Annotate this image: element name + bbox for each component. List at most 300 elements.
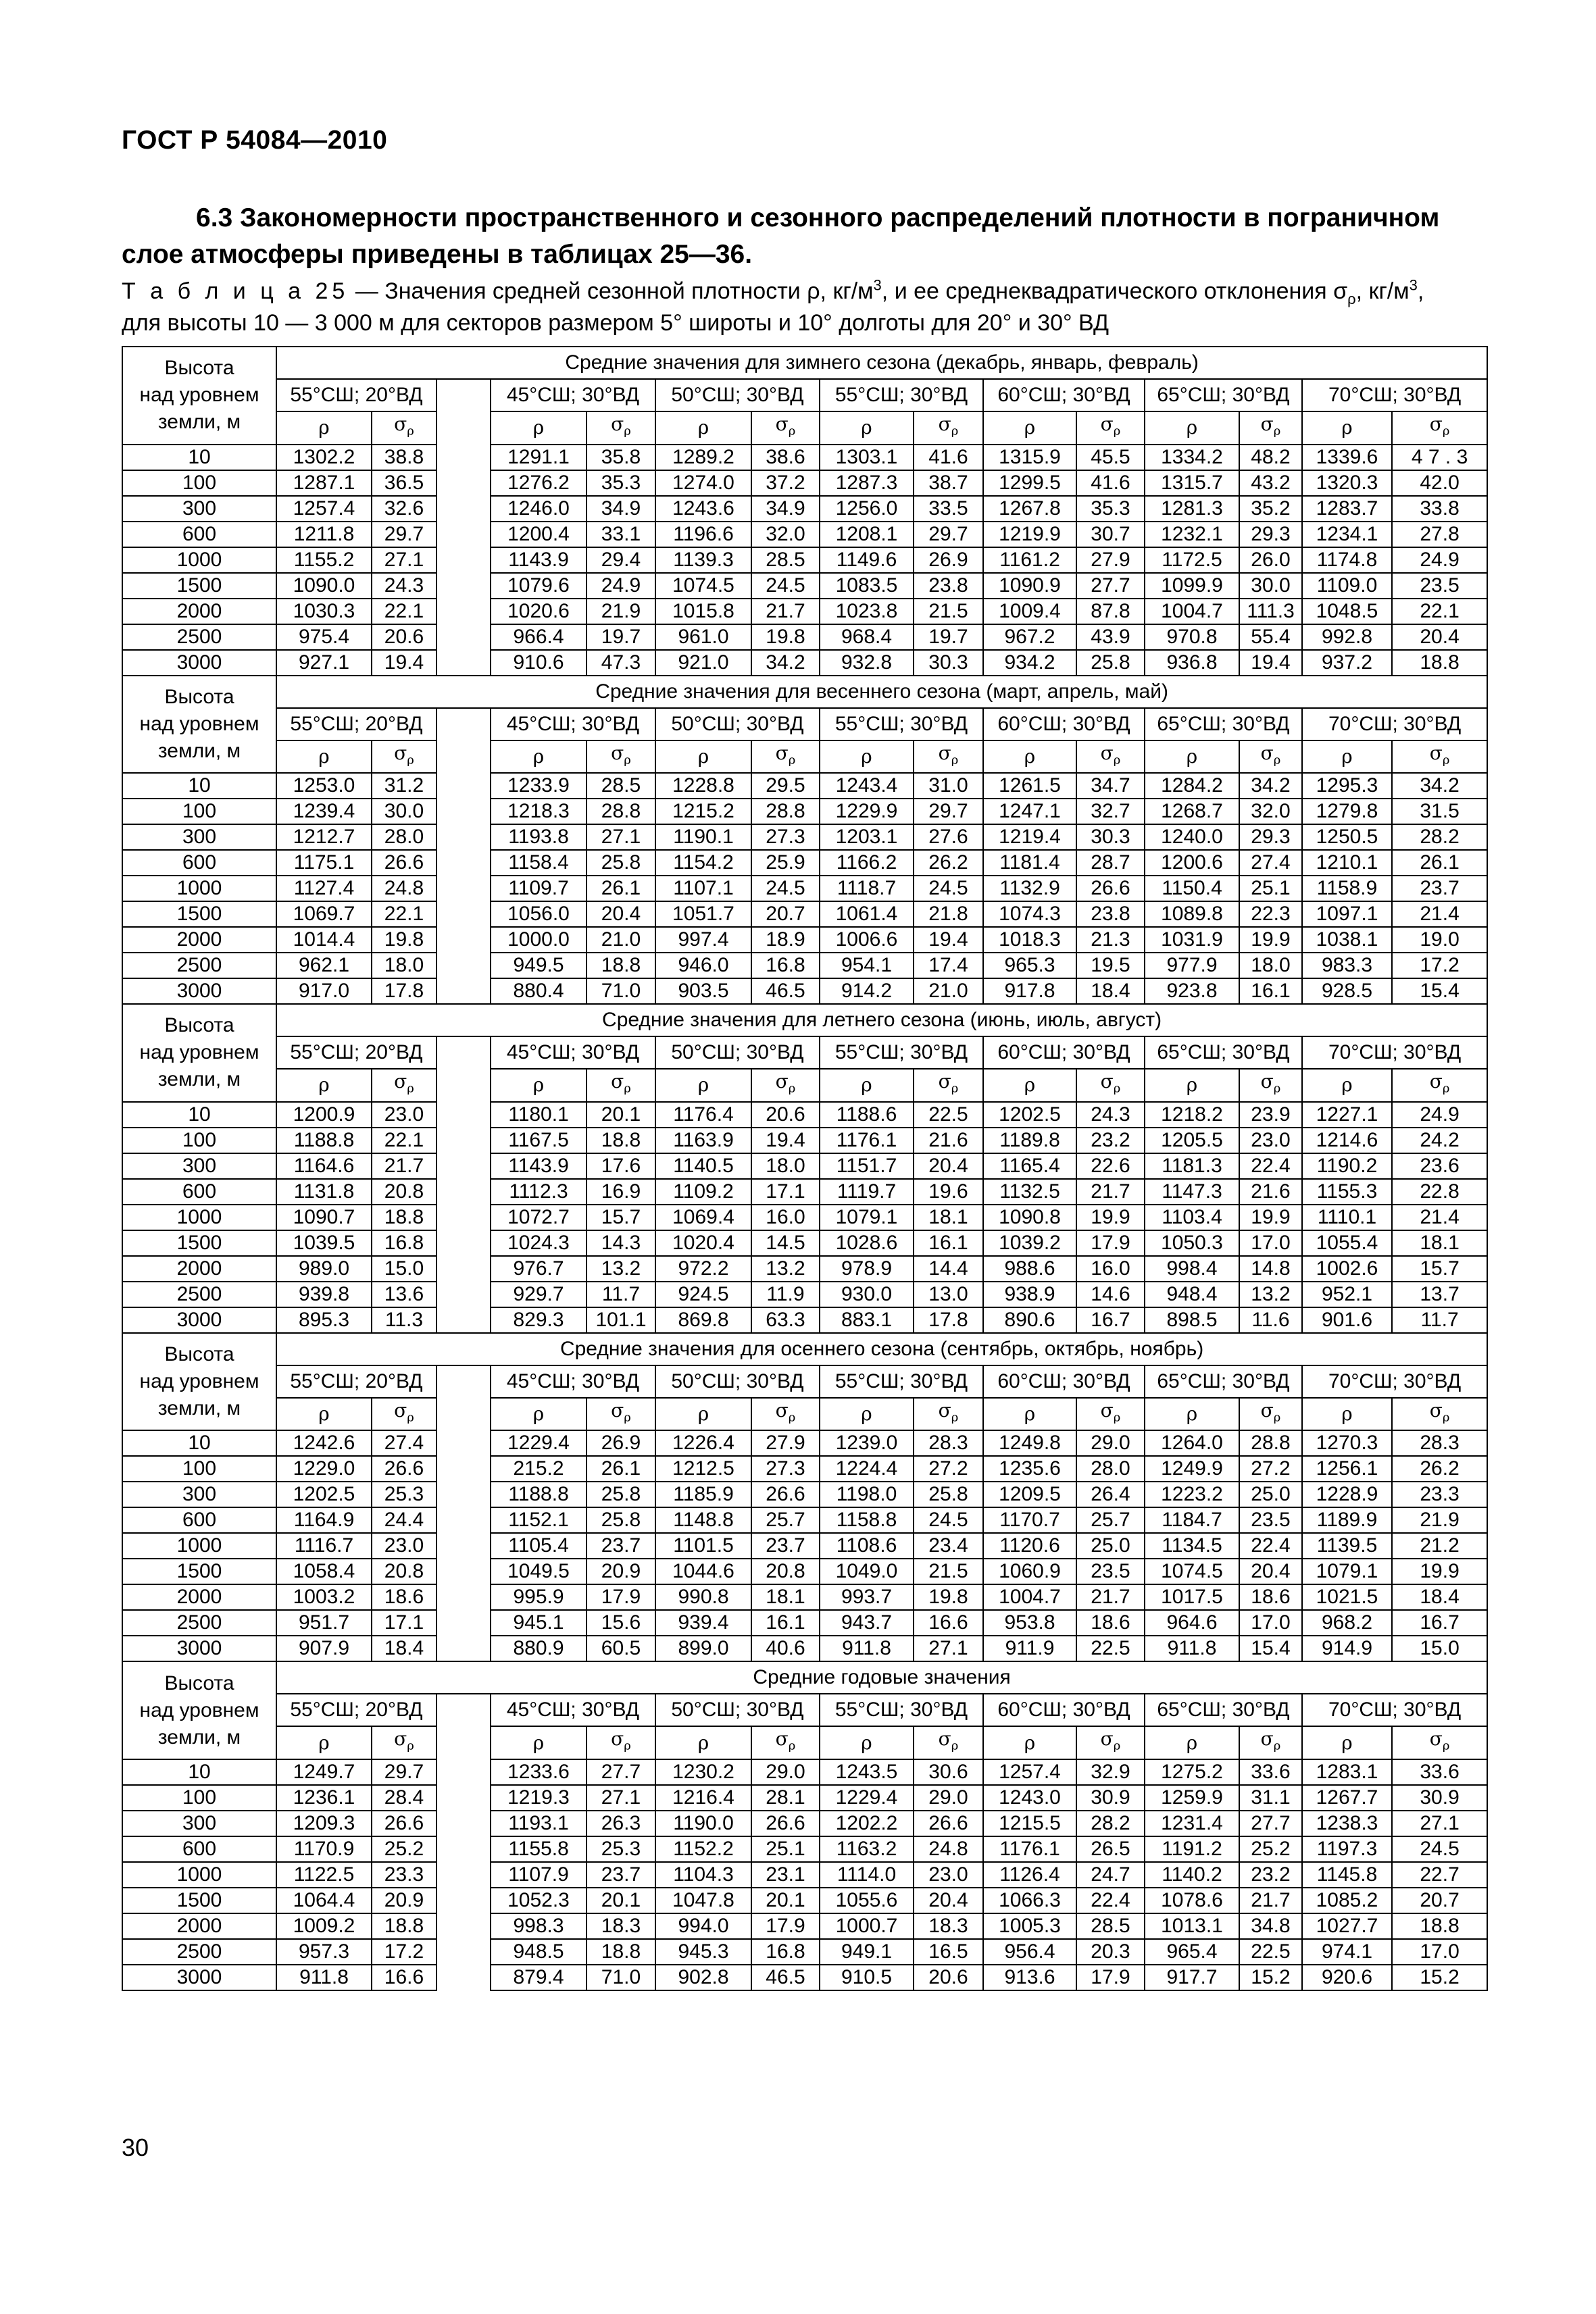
sigma-value: 34.2 [751,650,820,676]
rho-value: 1200.9 [276,1102,372,1128]
sigma-value: 18.8 [372,1913,437,1939]
rho-value: 1249.8 [983,1430,1076,1456]
rho-value: 911.8 [820,1636,914,1661]
sigma-subscript: ρ [624,753,631,768]
rho-value: 1000.7 [820,1913,914,1939]
sigma-value: 14.3 [587,1230,655,1256]
rho-value: 1079.6 [491,573,587,599]
rho-value: 949.5 [491,953,587,978]
height-value: 600 [122,850,276,876]
rho-value: 880.4 [491,978,587,1004]
sigma-symbol [1392,740,1487,774]
height-label-line: Высота [164,1671,234,1694]
region-cell: 70°СШ; 30°ВД [1302,1036,1487,1069]
rho-value: 1058.4 [276,1559,372,1584]
sigma-value: 20.1 [587,1888,655,1913]
table-row [122,1559,1487,1584]
rho-value: 1002.6 [1302,1256,1392,1282]
sigma-value: 17.2 [1392,953,1487,978]
sigma-value: 27.2 [914,1456,983,1482]
sigma-value: 71.0 [587,978,655,1004]
rho-value: 1074.5 [1145,1559,1239,1584]
rho-value: 1275.2 [1145,1759,1239,1785]
rho-value: 1188.6 [820,1102,914,1128]
rho-value: 921.0 [655,650,751,676]
region-cell: 45°СШ; 30°ВД [491,1365,655,1398]
sigma-value: 22.4 [1239,1533,1302,1559]
rho-value: 989.0 [276,1256,372,1282]
table-row [122,1307,1487,1333]
sigma-value: 28.5 [587,773,655,799]
sigma-value: 25.8 [1076,650,1145,676]
sigma-char: σ [1429,1399,1443,1422]
rho-value: 1287.1 [276,470,372,496]
sigma-value: 27.9 [1076,547,1145,573]
sigma-value: 60.5 [587,1636,655,1661]
sigma-value: 47.3 [587,650,655,676]
sigma-value: 28.2 [1392,824,1487,850]
sigma-char: σ [938,1399,951,1422]
rho-value: 1256.1 [1302,1456,1392,1482]
height-value: 1000 [122,1533,276,1559]
height-label-line: Высота [164,1014,234,1037]
rho-value: 1030.3 [276,599,372,624]
rho-value: 1004.7 [1145,599,1239,624]
sigma-subscript: ρ [1273,1081,1281,1096]
rho-value: 1257.4 [276,496,372,522]
sigma-char: σ [611,1728,624,1751]
sigma-value: 15.0 [1392,1636,1487,1661]
rho-value: 1176.4 [655,1102,751,1128]
sigma-symbol [1076,740,1145,774]
rho-value: 1214.6 [1302,1128,1392,1153]
sigma-value: 16.0 [1076,1256,1145,1282]
sigma-value: 16.9 [587,1179,655,1205]
sigma-value: 20.8 [751,1559,820,1584]
sigma-symbol [751,411,820,445]
rho-value: 1167.5 [491,1128,587,1153]
rho-value: 1284.2 [1145,773,1239,799]
sigma-value: 18.0 [1239,953,1302,978]
table-row [122,445,1487,470]
sigma-value: 13.2 [587,1256,655,1282]
rho-symbol: ρ [983,1069,1076,1102]
region-cell: 70°СШ; 30°ВД [1302,379,1487,411]
rho-value: 1270.3 [1302,1430,1392,1456]
sigma-value: 29.4 [587,547,655,573]
sigma-subscript: ρ [1273,424,1281,438]
sigma-symbol [914,411,983,445]
sigma-value: 63.3 [751,1307,820,1333]
gap-column [437,708,491,1005]
rho-value: 1151.7 [820,1153,914,1179]
region-cell: 60°СШ; 30°ВД [983,1694,1145,1726]
rho-symbol: ρ [491,740,587,774]
sigma-value: 21.3 [1076,927,1145,953]
sigma-value: 40.6 [751,1636,820,1661]
sigma-char: σ [1100,1728,1114,1751]
region-cell: 65°СШ; 30°ВД [1145,379,1302,411]
caption-sub1: ρ [1347,290,1356,307]
sigma-value: 21.5 [914,1559,983,1584]
region-cell: 60°СШ; 30°ВД [983,1365,1145,1398]
rho-value: 1163.9 [655,1128,751,1153]
sigma-value: 20.8 [372,1559,437,1584]
rho-value: 1209.5 [983,1482,1076,1507]
region-cell: 50°СШ; 30°ВД [655,1036,820,1069]
rho-value: 1000.0 [491,927,587,953]
rho-symbol: ρ [655,411,751,445]
sigma-value: 19.8 [914,1584,983,1610]
rho-symbol: ρ [655,1726,751,1759]
sigma-value: 11.7 [1392,1307,1487,1333]
sigma-value: 14.8 [1239,1256,1302,1282]
rho-value: 1066.3 [983,1888,1076,1913]
rho-value: 1158.4 [491,850,587,876]
sigma-subscript: ρ [1113,1738,1121,1753]
rho-value: 1243.5 [820,1759,914,1785]
sigma-value: 27.4 [372,1430,437,1456]
sigma-value: 21.6 [914,1128,983,1153]
rho-value: 1039.5 [276,1230,372,1256]
rho-value: 1049.0 [820,1559,914,1584]
rho-value: 880.9 [491,1636,587,1661]
table-row [122,1811,1487,1836]
sigma-value: 27.2 [1239,1456,1302,1482]
region-cell: 60°СШ; 30°ВД [983,379,1145,411]
sigma-value: 27.6 [914,824,983,850]
sigma-subscript: ρ [624,1081,631,1096]
region-cell: 70°СШ; 30°ВД [1302,708,1487,740]
rho-value: 1239.4 [276,799,372,824]
rho-value: 1189.9 [1302,1507,1392,1533]
region-cell: 60°СШ; 30°ВД [983,708,1145,740]
sigma-value: 32.9 [1076,1759,1145,1785]
section-header-row [122,1333,1487,1365]
sigma-value: 20.4 [587,901,655,927]
rho-value: 1228.8 [655,773,751,799]
rho-value: 1015.8 [655,599,751,624]
sigma-value: 21.7 [751,599,820,624]
height-value: 100 [122,470,276,496]
sigma-subscript: ρ [1113,424,1121,438]
table-row [122,953,1487,978]
rho-value: 1181.3 [1145,1153,1239,1179]
sigma-value: 30.3 [1076,824,1145,850]
rho-value: 1164.9 [276,1507,372,1533]
rho-value: 1250.5 [1302,824,1392,850]
sigma-value: 23.3 [1392,1482,1487,1507]
rho-value: 1101.5 [655,1533,751,1559]
table-row [122,1456,1487,1482]
rho-value: 956.4 [983,1939,1076,1965]
sigma-value: 16.7 [1392,1610,1487,1636]
height-value: 300 [122,496,276,522]
height-value: 2000 [122,927,276,953]
section-header-row [122,347,1487,379]
sigma-value: 34.2 [1392,773,1487,799]
sigma-value: 18.3 [587,1913,655,1939]
height-value: 10 [122,773,276,799]
rho-value: 924.5 [655,1282,751,1307]
rho-value: 1031.9 [1145,927,1239,953]
rho-value: 990.8 [655,1584,751,1610]
rho-symbol: ρ [1145,1398,1239,1431]
rho-value: 1018.3 [983,927,1076,953]
rho-value: 1020.6 [491,599,587,624]
rho-value: 1198.0 [820,1482,914,1507]
sigma-value: 28.3 [1392,1430,1487,1456]
rho-value: 1268.7 [1145,799,1239,824]
sigma-value: 18.1 [751,1584,820,1610]
sigma-value: 17.0 [1239,1610,1302,1636]
table-row [122,1836,1487,1862]
sigma-value: 35.8 [587,445,655,470]
table-row [122,1230,1487,1256]
rho-value: 937.2 [1302,650,1392,676]
rho-value: 901.6 [1302,1307,1392,1333]
rho-value: 968.2 [1302,1610,1392,1636]
rho-value: 1211.8 [276,522,372,547]
region-cell: 45°СШ; 30°ВД [491,1036,655,1069]
rho-value: 961.0 [655,624,751,650]
region-cell: 45°СШ; 30°ВД [491,1694,655,1726]
rho-value: 1334.2 [1145,445,1239,470]
rho-value: 1103.4 [1145,1205,1239,1230]
rho-value: 1105.4 [491,1533,587,1559]
sigma-value: 21.4 [1392,1205,1487,1230]
rho-value: 975.4 [276,624,372,650]
rho-value: 1303.1 [820,445,914,470]
table-row [122,1128,1487,1153]
sigma-value: 27.9 [751,1430,820,1456]
sigma-value: 25.8 [587,1482,655,1507]
sigma-value: 18.6 [1076,1610,1145,1636]
rho-value: 917.7 [1145,1965,1239,1990]
rho-value: 1048.5 [1302,599,1392,624]
sigma-symbol [914,740,983,774]
rho-value: 928.5 [1302,978,1392,1004]
sigma-char: σ [1429,741,1443,764]
sigma-value: 19.7 [587,624,655,650]
rho-value: 1193.1 [491,1811,587,1836]
rho-value: 1267.8 [983,496,1076,522]
sigma-value: 20.1 [587,1102,655,1128]
sigma-value: 30.0 [372,799,437,824]
sigma-char: σ [611,741,624,764]
sigma-value: 17.9 [751,1913,820,1939]
rho-value: 1232.1 [1145,522,1239,547]
rho-value: 1104.3 [655,1862,751,1888]
sigma-value: 30.9 [1076,1785,1145,1811]
rho-value: 1218.2 [1145,1102,1239,1128]
rho-value: 1038.1 [1302,927,1392,953]
sigma-value: 42.0 [1392,470,1487,496]
rho-symbol: ρ [1302,411,1392,445]
sigma-subscript: ρ [624,1738,631,1753]
height-value: 300 [122,1811,276,1836]
sigma-char: σ [1100,1070,1114,1093]
sigma-value: 20.7 [1392,1888,1487,1913]
rho-value: 1287.3 [820,470,914,496]
rho-value: 1243.4 [820,773,914,799]
rho-value: 1233.9 [491,773,587,799]
rho-value: 1226.4 [655,1430,751,1456]
rho-value: 910.6 [491,650,587,676]
sigma-value: 19.9 [1392,1559,1487,1584]
sigma-value: 22.6 [1076,1153,1145,1179]
rho-value: 1190.1 [655,824,751,850]
rho-value: 957.3 [276,1939,372,1965]
rho-value: 1027.7 [1302,1913,1392,1939]
rho-value: 1289.2 [655,445,751,470]
sigma-value: 20.4 [1239,1559,1302,1584]
height-label-cell [122,676,276,774]
sigma-value: 38.6 [751,445,820,470]
sigma-char: σ [1260,1728,1274,1751]
sigma-value: 20.9 [587,1559,655,1584]
rho-value: 1165.4 [983,1153,1076,1179]
rho-symbol: ρ [491,411,587,445]
sigma-char: σ [1260,1399,1274,1422]
rho-value: 1229.9 [820,799,914,824]
sigma-value: 24.5 [914,876,983,901]
sigma-symbol [587,1726,655,1759]
rho-value: 1110.1 [1302,1205,1392,1230]
sigma-value: 29.7 [914,799,983,824]
rho-value: 992.8 [1302,624,1392,650]
sigma-value: 87.8 [1076,599,1145,624]
sigma-value: 34.9 [751,496,820,522]
caption-text-c: , кг/м [1355,278,1410,304]
sigma-value: 20.3 [1076,1939,1145,1965]
table-row [122,624,1487,650]
rho-value: 1196.6 [655,522,751,547]
rho-value: 1229.4 [820,1785,914,1811]
sigma-value: 24.7 [1076,1862,1145,1888]
rho-symbol: ρ [491,1069,587,1102]
rho-symbol: ρ [983,411,1076,445]
sigma-value: 28.3 [914,1430,983,1456]
sigma-subscript: ρ [407,1738,414,1753]
rho-value: 1190.0 [655,1811,751,1836]
rho-value: 1147.3 [1145,1179,1239,1205]
sigma-symbol [587,1069,655,1102]
sigma-subscript: ρ [1273,1738,1281,1753]
rho-value: 1107.1 [655,876,751,901]
rho-value: 1145.8 [1302,1862,1392,1888]
rho-value: 998.3 [491,1913,587,1939]
sigma-value: 19.6 [914,1179,983,1205]
rho-value: 1200.4 [491,522,587,547]
rho-value: 978.9 [820,1256,914,1282]
table-row [122,1584,1487,1610]
sigma-value: 18.8 [587,1939,655,1965]
rho-value: 869.8 [655,1307,751,1333]
region-cell: 50°СШ; 30°ВД [655,1694,820,1726]
rho-value: 1131.8 [276,1179,372,1205]
sigma-value: 22.1 [372,901,437,927]
sigma-value: 29.7 [372,1759,437,1785]
sigma-value: 20.6 [751,1102,820,1128]
table-row [122,470,1487,496]
height-value: 2000 [122,1584,276,1610]
rho-value: 1249.7 [276,1759,372,1785]
height-value: 1000 [122,547,276,573]
section-title-cell: Средние значения для осеннего сезона (сентябрь, октябрь, ноябрь) [276,1333,1487,1365]
sigma-value: 27.1 [587,1785,655,1811]
sigma-value: 23.8 [914,573,983,599]
rho-value: 1119.7 [820,1179,914,1205]
table-row [122,978,1487,1004]
section-title-cell: Средние значения для летнего сезона (июнь, июль, август) [276,1004,1487,1036]
sigma-value: 24.8 [914,1836,983,1862]
rho-symbol: ρ [655,1398,751,1431]
rho-value: 1155.3 [1302,1179,1392,1205]
sigma-value: 26.3 [587,1811,655,1836]
rho-value: 949.1 [820,1939,914,1965]
rho-value: 1085.2 [1302,1888,1392,1913]
sigma-value: 23.4 [914,1533,983,1559]
rho-symbol: ρ [655,740,751,774]
region-header-row [122,708,1487,740]
height-label-line: над уровнем [139,712,259,735]
rho-value: 1209.3 [276,1811,372,1836]
sigma-subscript: ρ [1442,1081,1450,1096]
sigma-symbol [914,1726,983,1759]
rho-value: 954.1 [820,953,914,978]
symbol-header-row [122,1726,1487,1759]
sigma-value: 71.0 [587,1965,655,1990]
sigma-value: 16.8 [751,953,820,978]
rho-value: 1072.7 [491,1205,587,1230]
sigma-value: 24.9 [1392,547,1487,573]
rho-value: 946.0 [655,953,751,978]
sigma-char: σ [1429,1070,1443,1093]
rho-value: 1152.1 [491,1507,587,1533]
rho-value: 1069.7 [276,901,372,927]
sigma-value: 28.1 [751,1785,820,1811]
sigma-value: 19.9 [1076,1205,1145,1230]
sigma-symbol [587,411,655,445]
sigma-value: 23.6 [1392,1153,1487,1179]
sigma-value: 20.9 [372,1888,437,1913]
rho-value: 914.2 [820,978,914,1004]
sigma-value: 25.7 [751,1507,820,1533]
rho-value: 1279.8 [1302,799,1392,824]
sigma-value: 46.5 [751,978,820,1004]
sigma-value: 16.5 [914,1939,983,1965]
sigma-symbol [1239,740,1302,774]
sigma-char: σ [394,1070,407,1093]
sigma-value: 15.2 [1239,1965,1302,1990]
sigma-subscript: ρ [951,424,959,438]
region-cell: 55°СШ; 20°ВД [276,1694,437,1726]
sigma-symbol [1239,1726,1302,1759]
sigma-value: 21.2 [1392,1533,1487,1559]
caption-line2: для высоты 10 — 3 000 м для секторов размером 5° широты и 10° долготы для 20° и 30° ВД [122,310,1109,336]
rho-value: 1219.9 [983,522,1076,547]
height-value: 3000 [122,1965,276,1990]
rho-value: 1020.4 [655,1230,751,1256]
page-number: 30 [122,2134,149,2161]
rho-value: 903.5 [655,978,751,1004]
sigma-value: 28.8 [751,799,820,824]
rho-value: 1132.5 [983,1179,1076,1205]
rho-value: 1191.2 [1145,1836,1239,1862]
sigma-value: 35.3 [587,470,655,496]
rho-value: 1089.8 [1145,901,1239,927]
